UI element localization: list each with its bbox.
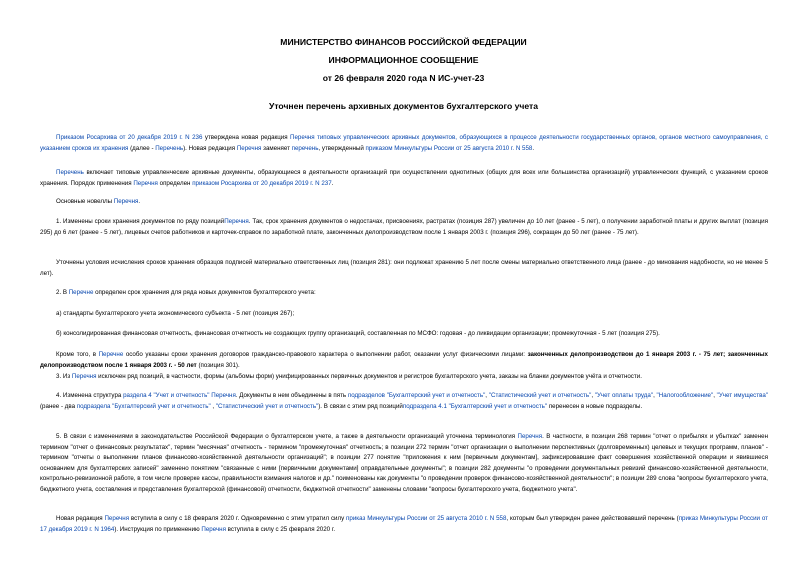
paragraph-5: Уточнены условия исчисления сроков хранения образцов подписей материально ответственных лиц (позиция 281): они подлежат хранению 5 лет после смены материально ответственного лица (ранее - до минования надобности, но не менее 5 лет). [40, 259, 768, 277]
link-perechnya[interactable]: Перечня [201, 525, 226, 533]
link-subsection-4-1[interactable]: подраздела 4.1 "Бухгалтерский учет и отчетность" [402, 402, 548, 410]
paragraph-9: Кроме того, в Перечне особо указаны сроки хранения договоров гражданско-правового характера о выполнении работ, оказании услуг физическими лицами: законченных делопроизводством до 1 января 2003 г. - 75 лет; законченных делопроизводством после 1 января 2003 г. - 50 лет (позиция 301). [40, 351, 768, 369]
link-perechnya[interactable]: Перечня [517, 433, 543, 440]
document-subject: Уточнен перечень архивных документов бухгалтерского учета [268, 101, 539, 111]
link-subsection-payroll[interactable]: "Учет оплаты труда" [594, 392, 654, 399]
link-perechnya[interactable]: Перечня [104, 515, 130, 522]
link-order-minculture-558[interactable]: приказ Минкультуры России от 25 августа 2010 г. N 558 [346, 515, 507, 522]
paragraph-2: Перечень включает типовые управленческие архивные документы, образующиеся в деятельности организаций при осуществлении однотипных (общих для всех или большинства организаций) управленческих функций, с указанием сроков хранения. Порядок применения Перечня определен приказом Росархива от 20 декабря 2019 г. N 237. [40, 169, 768, 187]
link-perechnya[interactable]: Перечня [113, 198, 139, 205]
link-old-perechen[interactable]: перечень [291, 144, 319, 152]
paragraph-6: 2. В Перечне определен срок хранения для ряда новых документов бухгалтерского учета: [56, 289, 316, 296]
paragraph-3: Основные новеллы Перечня. [56, 198, 141, 205]
link-order-rosarchive-236[interactable]: Приказом Росархива от 20 декабря 2019 г. N 236 [56, 134, 203, 141]
paragraph-13: Новая редакция Перечня вступила в силу с 18 февраля 2020 г. Одновременно с этим утратил силу приказ Минкультуры России от 25 августа 2010 г. N 558, которым был утвержден ранее действовавший перечень (приказ Минкультуры России от 17 декабря 2019 г. N 1964). Инструкция по применению Перечня вступила в силу с 25 февраля 2020 г. [40, 515, 768, 533]
link-perechen-full-title[interactable]: Перечня типовых управленческих архивных документов, образующихся в процессе деятельности государственных органов, органов местного самоуправления, с указанием сроков их хранения [40, 134, 768, 152]
paragraph-12: 5. В связи с изменениями в законодательстве Российской Федерации о бухгалтерском учете, а также в деятельности организаций уточнена терминология Перечня. В частности, в позиции 268 термин "отчет о прибылях и убытках" заменен термином "отчет о финансовых результатах", термин "месячная" отчетность - термином "промежуточная" отчетность; в позиции 272 термин "отчет организации о выполнении перспективных (долговременных) целевых и текущих программ, планов" - термином "отчеты о выполнении планов финансово-хозяйственной деятельности организаций"; в позиции 277 понятие "приложения к ним [первичным документам], зафиксировавшие факт совершения хозяйственной операции и явившиеся основанием для бухгалтерских записей" заменено понятием "связанные с ними [первичными документами] оправдательные документы"; в позиции 282 документы "о проведении документальных ревизий финансово-хозяйственной деятельности, контрольно-ревизионной работе, в том числе проверке кассы, правильности взимания налогов и др." поименованы как документы "о проведении проверок финансово-хозяйственной деятельности"; в позиции 289 слова "вопросы бухгалтерского учета, бюджетного учета, составления и представления бухгалтерской (финансовой) отчетности, бюджетной отчетности" заменены словами "вопросы бухгалтерского учета, бюджетного учета". [40, 433, 768, 493]
link-subsection-accounting[interactable]: "Бухгалтерский учет и отчетность" [386, 392, 486, 399]
paragraph-10: 3. Из Перечня исключен ряд позиций, в частности, формы (альбомы форм) унифицированных первичных документов и регистров бухгалтерского учета, заказы на бланки документов учёта и отчетности. [56, 373, 642, 380]
link-perechen[interactable]: Перечень [56, 169, 84, 176]
link-perechnya[interactable]: Перечня [236, 144, 262, 152]
link-order-rosarchive-237[interactable]: приказом Росархива от 20 декабря 2019 г. N 237 [192, 179, 332, 187]
link-perechen[interactable]: Перечень [155, 144, 184, 152]
link-order-minculture-1964[interactable]: приказ Минкультуры России от 17 декабря 2019 г. N 1964 [40, 515, 768, 533]
link-subsection-statistics[interactable]: "Статистический учет и отчетность" [488, 392, 592, 399]
link-subsection[interactable]: подраздела [76, 402, 111, 410]
link-perechne[interactable]: Перечне [98, 351, 124, 358]
link-subsection-accounting-old[interactable]: "Бухгалтерский учет и отчетность" [112, 402, 211, 410]
paragraph-4: 1. Изменены сроки хранения документов по ряду позицийПеречня. Так, срок хранения документов о недостачах, присвоениях, растратах (позиция 287) увеличен до 10 лет (ранее - 5 лет), о получении заработной платы и других выплат (позиция 295) до 6 лет (ранее - 5 лет), лицевых счетов работников и карточек-справок по заработной плате, законченных делопроизводством после 1 января 2003 г. (позиция 296), сокращен до 50 лет (ранее - 75 лет). [40, 218, 768, 236]
link-perechnya[interactable]: Перечня [133, 179, 158, 187]
link-perechnya[interactable]: Перечня [71, 373, 97, 380]
paragraph-8: б) консолидированная финансовая отчетность, финансовая отчетность не создающих группу организаций, составленная по МСФО: годовая - до ликвидации организации; промежуточная - 5 лет (позиция 275). [56, 330, 660, 337]
document-date-number: от 26 февраля 2020 года N ИС-учет-23 [322, 73, 485, 83]
paragraph-11: 4. Изменена структура раздела 4 "Учет и отчетность" Перечня. Документы в нем объединены в пять подразделов "Бухгалтерский учет и отчетность", "Статистический учет и отчетность", "Учет оплаты труда", "Налогообложение", "Учет имущества" (ранее - два подраздела "Бухгалтерский учет и отчетность" , "Статистический учет и отчетность"). В связи с этим ряд позицийподраздела 4.1 "Бухгалтерский учет и отчетность" перенесен в новые подразделы. [40, 392, 768, 410]
link-subsections[interactable]: подразделов [347, 392, 385, 399]
link-subsection-property[interactable]: "Учет имущества" [716, 392, 768, 399]
document-type: ИНФОРМАЦИОННОЕ СООБЩЕНИЕ [328, 55, 479, 65]
paragraph-1: Приказом Росархива от 20 декабря 2019 г. N 236 утверждена новая редакция Перечня типовых управленческих архивных документов, образующихся в процессе деятельности государственных органов, органов местного самоуправления, с указанием сроков их хранения (далее - Перечень). Новая редакция Перечня заменяет перечень, утвержденный приказом Минкультуры России от 25 августа 2010 г. N 558. [40, 134, 768, 152]
link-perechne[interactable]: Перечне [68, 289, 94, 296]
ministry-title: МИНИСТЕРСТВО ФИНАНСОВ РОССИЙСКОЙ ФЕДЕРАЦИИ [280, 37, 527, 47]
link-order-minculture-558[interactable]: приказом Минкультуры России от 25 августа 2010 г. N 558 [365, 144, 533, 152]
link-perechnya[interactable]: Перечня [224, 218, 249, 225]
link-section-4[interactable]: раздела 4 "Учет и отчетность" Перечня [123, 392, 236, 399]
paragraph-7: а) стандарты бухгалтерского учета экономического субъекта - 5 лет (позиция 267); [56, 310, 295, 317]
link-subsection-taxation[interactable]: "Налогообложение" [656, 392, 714, 399]
link-subsection-statistics-old[interactable]: "Статистический учет и отчетность" [215, 402, 319, 410]
